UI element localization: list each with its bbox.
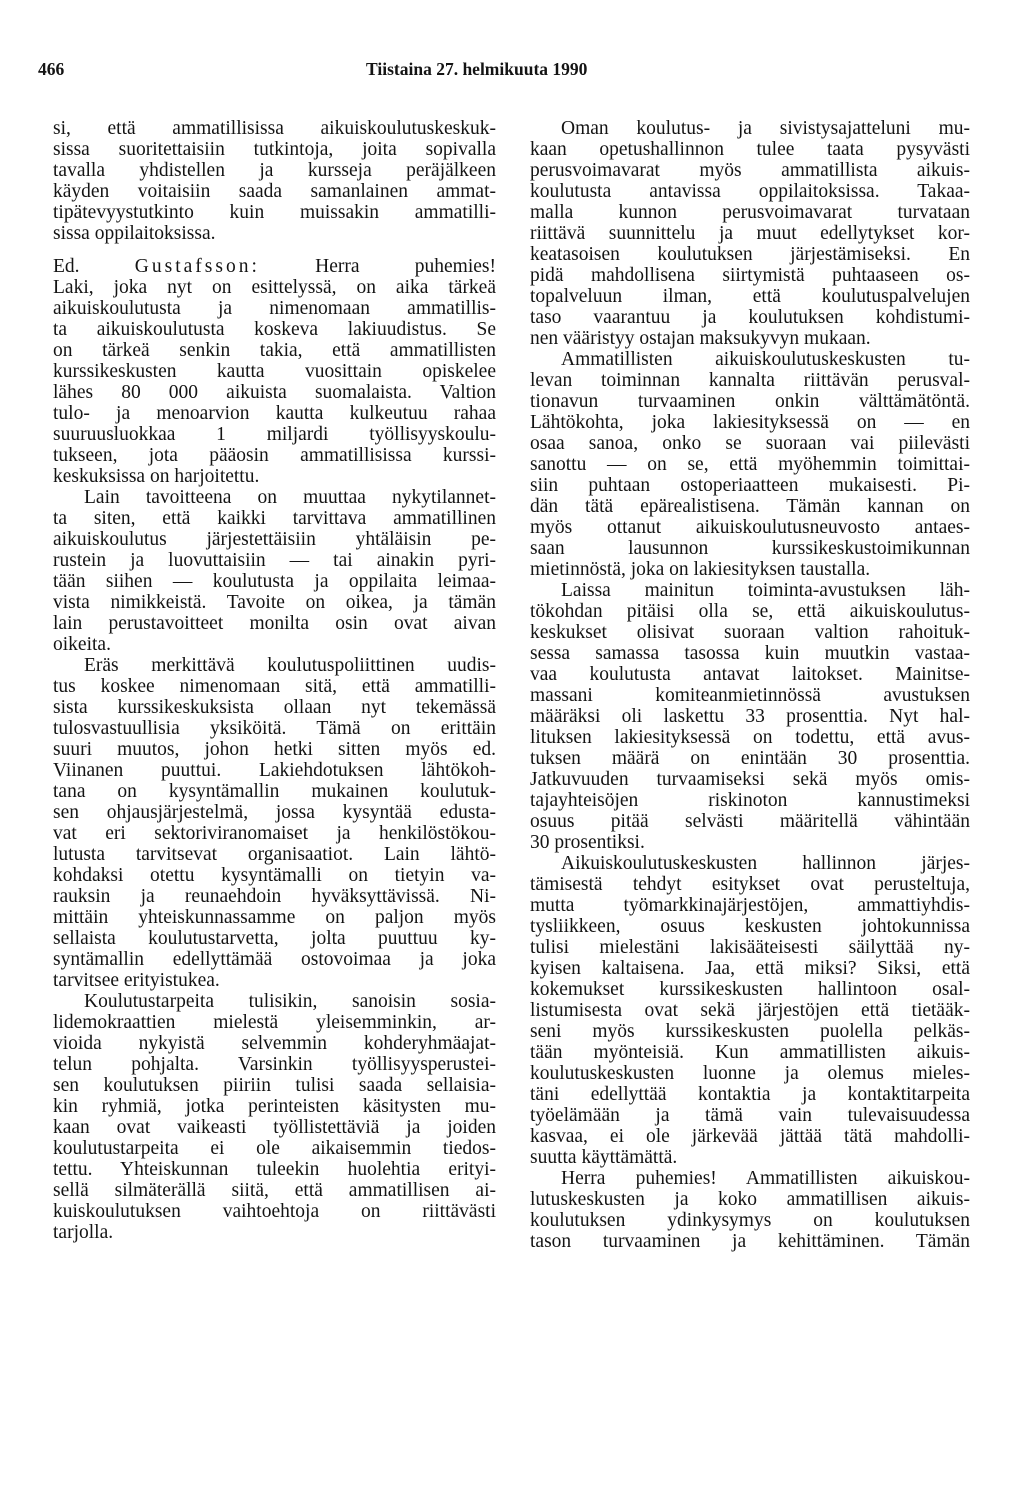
text-line: topalveluun ilman, että koulutuspalvelujen <box>530 286 970 307</box>
text-line: seni myös kurssikeskusten puolella pelkäs- <box>530 1021 970 1042</box>
text-line: sellaista koulutustarvetta, jolta puuttuu ky- <box>53 928 496 949</box>
text-line: Aikuiskoulutuskeskusten hallinnon järjes- <box>561 853 970 874</box>
text-line: tulosvastuullisia yksiköitä. Tämä on erittäin <box>53 718 496 739</box>
text-line: pidä mahdollisena siirtymistä puhtaaseen os- <box>530 265 970 286</box>
text-line: keskuksissa on harjoitettu. <box>53 466 260 487</box>
text-line: lituksen lakiesityksessä on todettu, että avus- <box>530 727 970 748</box>
text-line: sellä silmäterällä siitä, että ammatillisen ai- <box>53 1180 496 1201</box>
text-line: ta siten, että kaikki tarvittava ammatillinen <box>53 508 496 529</box>
text-line: Laissa mainitun toiminta-avustuksen läh- <box>561 580 970 601</box>
text-line: Lain tavoitteena on muuttaa nykytilannet- <box>84 487 496 508</box>
text-line: koulutustarpeita ei ole aikaisemmin tiedos- <box>53 1138 496 1159</box>
text-line: Viinanen puuttui. Lakiehdotuksen lähtökoh- <box>53 760 496 781</box>
text-line: mutta työmarkkinajärjestöjen, ammattiyhdis- <box>530 895 970 916</box>
text-line: sissa oppilaitoksissa. <box>53 223 216 244</box>
text-line: tökohdan pitäisi olla se, että aikuiskoulutus- <box>530 601 970 622</box>
text-line: telun pohjalta. Varsinkin työllisyysperustei- <box>53 1054 496 1075</box>
text-line: si, että ammatillisissa aikuiskoulutuskeskuk- <box>53 118 496 139</box>
text-line: rustein ja luovuttaisiin — tai ainakin pyri- <box>53 550 496 571</box>
text-line: lähes 80 000 aikuista suomalaista. Valtion <box>53 382 496 403</box>
text-line: rauksin ja reunaehdoin hyväksyttävissä. Ni- <box>53 886 496 907</box>
text-line: sissa suoritettaisiin tutkintoja, joita sopivalla <box>53 139 496 160</box>
speaker-prefix: Ed. <box>53 256 80 277</box>
text-line: käyden voitaisiin saada samanlainen ammat- <box>53 181 496 202</box>
text-line: lidemokraattien mielestä yleisemminkin, ar- <box>53 1012 496 1033</box>
text-line: taso vaarantuu ja koulutuksen kohdistumi- <box>530 307 970 328</box>
text-line: tavalla yhdistellen ja kursseja peräjälkeen <box>53 160 496 181</box>
right-text-column <box>530 118 970 1252</box>
text-line: tionavun turvaaminen onkin välttämätöntä. <box>530 391 970 412</box>
text-line: suutta käyttämättä. <box>530 1147 678 1168</box>
text-line: Lähtökohta, joka lakiesityksessä on — en <box>530 412 970 433</box>
text-line: kaan opetushallinnon tulee taata pysyvästi <box>530 139 970 160</box>
text-line: mietinnöstä, joka on lakiesityksen taustalla. <box>530 559 871 580</box>
text-line: tysliikkeen, osuus keskusten johtokunnissa <box>530 916 970 937</box>
text-line: tarjolla. <box>53 1222 114 1243</box>
speech-start: Herra puhemies! <box>315 256 496 277</box>
text-line <box>53 256 496 277</box>
text-line: sessa samassa tasossa kuin muutkin vastaa- <box>530 643 970 664</box>
text-line: sen koulutuksen piiriin tulisi saada sellaisia- <box>53 1075 496 1096</box>
text-line: sista kurssikeskuksista ollaan nyt tekemässä <box>53 697 496 718</box>
text-line: vaa koulutusta antavat laitokset. Mainitse- <box>530 664 970 685</box>
text-line: kuiskoulutuksen vaihtoehtoja on riittävästi <box>53 1201 496 1222</box>
text-line: keskukset olisivat suoraan valtion rahoituk- <box>530 622 970 643</box>
text-line: Ammatillisten aikuiskoulutuskeskusten tu- <box>561 349 970 370</box>
text-line: kin ryhmiä, jotka perinteisten käsitysten mu- <box>53 1096 496 1117</box>
text-line: määräksi oli laskettu 33 prosenttia. Nyt hal- <box>530 706 970 727</box>
running-head: Tiistaina 27. helmikuuta 1990 <box>366 59 588 79</box>
text-line: koulutuskeskusten luonne ja olemus mieles- <box>530 1063 970 1084</box>
text-line: vioida nykyistä selvemmin kohderyhmäajat- <box>53 1033 496 1054</box>
text-line: Jatkuvuuden turvaamiseksi sekä myös omis- <box>530 769 970 790</box>
text-line: siin puhtaan ostoperiaatteen mukaisesti. Pi- <box>530 475 970 496</box>
text-line: kaan ovat vaikeasti työllistettäviä ja joiden <box>53 1117 496 1138</box>
text-line: suuri muutos, johon hetki sitten myös ed. <box>53 739 496 760</box>
text-line: Eräs merkittävä koulutuspoliittinen uudis- <box>84 655 496 676</box>
text-line: sen ohjausjärjestelmä, jossa kysyntää edusta- <box>53 802 496 823</box>
text-line: työelämään ja tämä vain tulevaisuudessa <box>530 1105 970 1126</box>
text-line: tämisestä tehdyt esitykset ovat perusteltuja, <box>530 874 970 895</box>
text-line: oikeita. <box>53 634 111 655</box>
text-line: tään siihen — koulutusta ja oppilaita leimaa- <box>53 571 496 592</box>
text-line: lutusta tarvitsevat organisaatiot. Lain lähtö- <box>53 844 496 865</box>
text-line: kurssikeskusten kautta vuosittain opiskelee <box>53 361 496 382</box>
text-line: lain perustavoitteet monilta osin ovat aivan <box>53 613 496 634</box>
text-line: lutuskeskusten ja koko ammatillisen aikuis- <box>530 1189 970 1210</box>
text-line: nen vääristyy ostajan maksukyvyn mukaan. <box>530 328 871 349</box>
text-line: kohdaksi otettu kysyntämalli on tietyin va- <box>53 865 496 886</box>
text-line: listumisesta ovat sekä järjestöjen että tietääk- <box>530 1000 970 1021</box>
text-line: riittävä suunnittelu ja muut edellytykset kor- <box>530 223 970 244</box>
text-line: Oman koulutus- ja sivistysajatteluni mu- <box>561 118 970 139</box>
text-line: tarvitsee erityistukea. <box>53 970 220 991</box>
text-line: tettu. Yhteiskunnan tuleekin huolehtia erityi- <box>53 1159 496 1180</box>
text-line: kasvaa, ei ole järkevää jättää tätä mahdolli- <box>530 1126 970 1147</box>
text-line: tajayhteisöjen riskinoton kannustimeksi <box>530 790 970 811</box>
text-line: aikuiskoulutusta ja nimenomaan ammatillis- <box>53 298 496 319</box>
text-line: ta aikuiskoulutusta koskeva lakiuudistus. Se <box>53 319 496 340</box>
text-line: osuus pitää selvästi määritellä vähintään <box>530 811 970 832</box>
text-line: malla kunnon perusvoimavarat turvataan <box>530 202 970 223</box>
text-line: vat eri sektoriviranomaiset ja henkilöstökou- <box>53 823 496 844</box>
text-line: tulisi mielestäni lakisääteisesti säilyttää ny- <box>530 937 970 958</box>
text-line: kyisen kaltaisena. Jaa, että miksi? Siksi, että <box>530 958 970 979</box>
text-line: myös ottanut aikuiskoulutusneuvosto antaes- <box>530 517 970 538</box>
text-line: on tärkeä senkin takia, että ammatillisten <box>53 340 496 361</box>
text-line: tukseen, jota pääosin ammatillisissa kurssi- <box>53 445 496 466</box>
page-number: 466 <box>38 59 65 79</box>
text-line: kokemukset kurssikeskusten hallintoon osal- <box>530 979 970 1000</box>
text-line: vista nimikkeistä. Tavoite on oikea, ja tämän <box>53 592 496 613</box>
text-line: Laki, joka nyt on esittelyssä, on aika tärkeä <box>53 277 496 298</box>
text-line: Koulutustarpeita tulisikin, sanoisin sosia- <box>84 991 496 1012</box>
text-line: tulo- ja menoarvion kautta kulkeutuu rahaa <box>53 403 496 424</box>
text-line: Herra puhemies! Ammatillisten aikuiskou- <box>561 1168 970 1189</box>
text-line: suuruusluokkaa 1 miljardi työllisyyskoulu- <box>53 424 496 445</box>
text-line: tana on kysyntämallin mukainen koulutuk- <box>53 781 496 802</box>
text-line: saan lausunnon kurssikeskustoimikunnan <box>530 538 970 559</box>
left-text-column <box>53 118 496 1243</box>
text-line: massani komiteanmietinnössä avustuksen <box>530 685 970 706</box>
text-line: levan toiminnan kannalta riittävän perusval- <box>530 370 970 391</box>
text-line: koulutuksen ydinkysymys on koulutuksen <box>530 1210 970 1231</box>
text-line: 30 prosentiksi. <box>530 832 645 853</box>
text-line: sanottu — on se, että myöhemmin toimittai- <box>530 454 970 475</box>
text-line: tus koskee nimenomaan sitä, että ammatilli- <box>53 676 496 697</box>
text-line: perusvoimavarat myös ammatillista aikuis- <box>530 160 970 181</box>
text-line: dän tätä epärealistisena. Tämän kannan on <box>530 496 970 517</box>
text-line: tään myönteisiä. Kun ammatillisten aikuis- <box>530 1042 970 1063</box>
text-line: osaa sanoa, onko se suoraan vai piilevästi <box>530 433 970 454</box>
text-line: tipätevyystutkinto kuin muissakin ammatilli- <box>53 202 496 223</box>
text-line: keatasoisen koulutuksen järjestämiseksi. En <box>530 244 970 265</box>
text-line: aikuiskoulutus järjestettäisiin yhtäläisin pe- <box>53 529 496 550</box>
speaker-name: Gustafsson: <box>134 256 260 277</box>
text-line: mittäin yhteiskunnassamme on paljon myös <box>53 907 496 928</box>
text-line: täni edellyttää kontaktia ja kontaktitarpeita <box>530 1084 970 1105</box>
text-line: tason turvaaminen ja kehittäminen. Tämän <box>530 1231 970 1252</box>
text-line: syntämallin edellyttämää ostovoimaa ja joka <box>53 949 496 970</box>
text-line: koulutusta antavissa oppilaitoksissa. Takaa- <box>530 181 970 202</box>
text-line: tuksen määrä on enintään 30 prosenttia. <box>530 748 970 769</box>
